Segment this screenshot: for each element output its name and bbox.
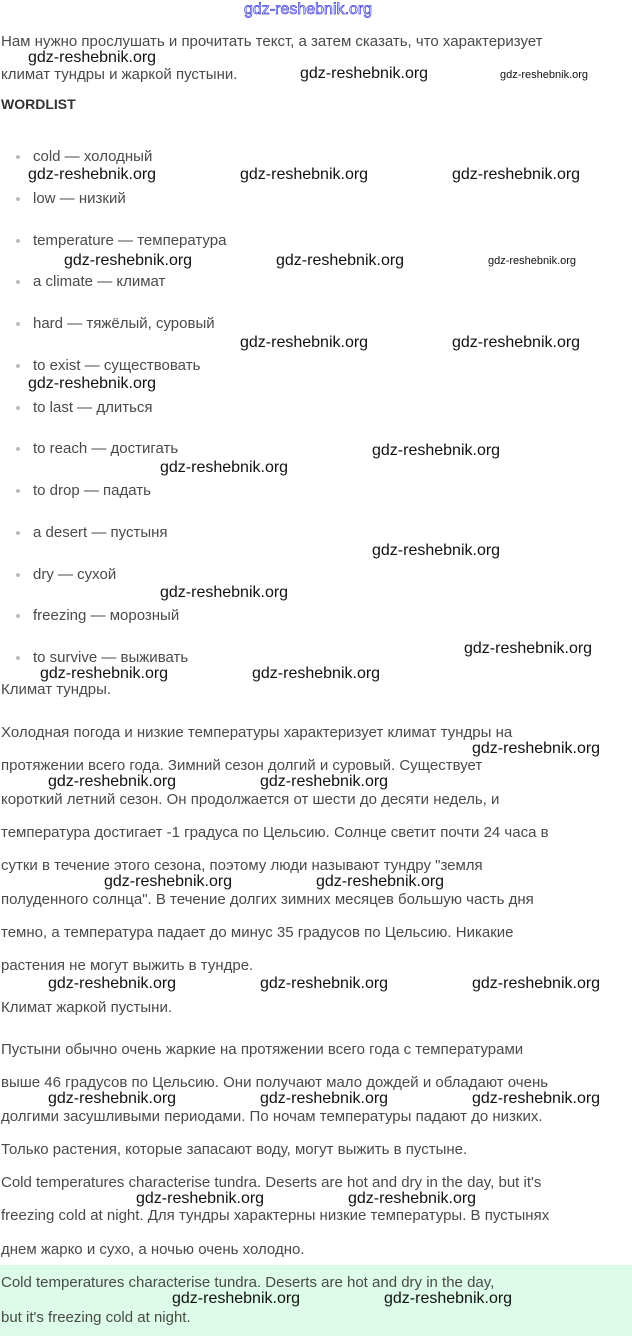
watermark: gdz-reshebnik.org bbox=[372, 442, 501, 459]
watermark: gdz-reshebnik.org bbox=[372, 542, 501, 559]
tundra-paragraph-line: Холодная погода и низкие температуры характеризует климат тундры на bbox=[1, 724, 513, 741]
watermark: gdz-reshebnik.org bbox=[472, 975, 601, 992]
highlight-line: Cold temperatures characterise tundra. Deserts are hot and dry in the day, bbox=[1, 1274, 495, 1291]
watermark: gdz-reshebnik.org bbox=[260, 773, 389, 790]
watermark: gdz-reshebnik.org bbox=[172, 1290, 301, 1307]
wordlist-item: temperature — температура bbox=[33, 231, 227, 249]
watermark: gdz-reshebnik.org bbox=[348, 1190, 477, 1207]
watermark: gdz-reshebnik.org bbox=[28, 49, 157, 66]
watermark: gdz-reshebnik.org bbox=[260, 975, 389, 992]
watermark: gdz-reshebnik.org bbox=[136, 1190, 265, 1207]
tundra-paragraph-line: короткий летний сезон. Он продолжается от шести до десяти недель, и bbox=[1, 790, 500, 808]
watermark: gdz-reshebnik.org bbox=[240, 334, 369, 351]
tundra-paragraph-line: темно, а температура падает до минус 35 градусов по Цельсию. Никакие bbox=[1, 923, 514, 941]
watermark: gdz-reshebnik.org bbox=[28, 375, 157, 392]
watermark: gdz-reshebnik.org bbox=[104, 873, 233, 890]
wordlist-item: to last — длиться bbox=[33, 398, 153, 416]
watermark: gdz-reshebnik.org bbox=[316, 873, 445, 890]
wordlist-item: hard — тяжёлый, суровый bbox=[33, 315, 215, 332]
desert-heading: Климат жаркой пустыни. bbox=[1, 999, 173, 1016]
watermark: gdz-reshebnik.org bbox=[472, 740, 601, 757]
wordlist-item: to reach — достигать bbox=[33, 440, 179, 458]
watermark: gdz-reshebnik.org bbox=[28, 166, 157, 183]
wordlist-title: WORDLIST bbox=[1, 96, 76, 112]
watermark: gdz-reshebnik.org bbox=[48, 1090, 177, 1107]
watermark: gdz-reshebnik.org bbox=[240, 166, 369, 183]
watermark: gdz-reshebnik.org bbox=[276, 252, 405, 269]
watermark: gdz-reshebnik.org bbox=[300, 65, 429, 82]
highlight-line: but it's freezing cold at night. bbox=[1, 1309, 191, 1326]
watermark: gdz-reshebnik.org bbox=[452, 166, 581, 183]
watermark: gdz-reshebnik.org bbox=[384, 1290, 513, 1307]
wordlist-item: to drop — падать bbox=[33, 482, 151, 499]
desert-paragraph-line: Только растения, которые запасают воду, могут выжить в пустыне. bbox=[1, 1140, 468, 1158]
wordlist-item: freezing — морозный bbox=[33, 607, 180, 625]
watermark: gdz-reshebnik.org bbox=[48, 773, 177, 790]
watermark: gdz-reshebnik.org bbox=[464, 640, 593, 657]
intro-line: Нам нужно прослушать и прочитать текст, а затем сказать, что характеризует bbox=[1, 33, 543, 50]
wordlist-item: a climate — климат bbox=[33, 273, 166, 291]
watermark: gdz-reshebnik.org bbox=[160, 584, 289, 601]
watermark: gdz-reshebnik.org bbox=[252, 665, 381, 682]
intro-line: климат тундры и жаркой пустыни. bbox=[1, 66, 238, 83]
watermark: gdz-reshebnik.org bbox=[48, 975, 177, 992]
watermark: gdz-reshebnik.org bbox=[260, 1090, 389, 1107]
watermark: gdz-reshebnik.org bbox=[472, 1090, 601, 1107]
desert-paragraph-line: выше 46 градусов по Цельсию. Они получают мало дождей и обладают очень bbox=[1, 1074, 549, 1092]
desert-paragraph-line: Пустыни обычно очень жаркие на протяжении всего года с температурами bbox=[1, 1041, 524, 1058]
answer-line: Cold temperatures characterise tundra. Deserts are hot and dry in the day, but it's bbox=[1, 1174, 542, 1191]
tundra-paragraph-line: растения не могут выжить в тундре. bbox=[1, 957, 254, 975]
wordlist-item: a desert — пустыня bbox=[33, 523, 168, 541]
wordlist-item: to exist — существовать bbox=[33, 356, 201, 374]
tundra-paragraph-line: сутки в течение этого сезона, поэтому люди называют тундру "земля bbox=[1, 857, 483, 875]
watermark: gdz-reshebnik.org bbox=[64, 252, 193, 269]
wordlist-item: to survive — выживать bbox=[33, 649, 189, 666]
wordlist-item: dry — сухой bbox=[33, 565, 117, 583]
tundra-paragraph-line: температура достигает -1 градуса по Цельсию. Солнце светит почти 24 часа в bbox=[1, 823, 549, 841]
wordlist-item: cold — холодный bbox=[33, 148, 153, 165]
tundra-paragraph-line: полуденного солнца". В течение долгих зимних месяцев большую часть дня bbox=[1, 890, 534, 908]
answer-line: днем жарко и сухо, а ночью очень холодно. bbox=[1, 1240, 305, 1258]
answer-line: freezing cold at night. Для тундры характерны низкие температуры. В пустынях bbox=[1, 1207, 550, 1225]
desert-paragraph-line: долгими засушливыми периодами. По ночам температуры падают до низких. bbox=[1, 1107, 543, 1125]
watermark: gdz-reshebnik.org bbox=[488, 255, 577, 267]
watermark-header: gdz-reshebnik.org bbox=[244, 1, 373, 18]
tundra-paragraph-line: протяжении всего года. Зимний сезон долгий и суровый. Существует bbox=[1, 757, 483, 775]
watermark: gdz-reshebnik.org bbox=[40, 665, 169, 682]
wordlist-item: low — низкий bbox=[33, 189, 126, 207]
watermark: gdz-reshebnik.org bbox=[452, 334, 581, 351]
watermark: gdz-reshebnik.org bbox=[500, 69, 589, 81]
tundra-heading: Климат тундры. bbox=[1, 681, 112, 698]
watermark: gdz-reshebnik.org bbox=[160, 459, 289, 476]
